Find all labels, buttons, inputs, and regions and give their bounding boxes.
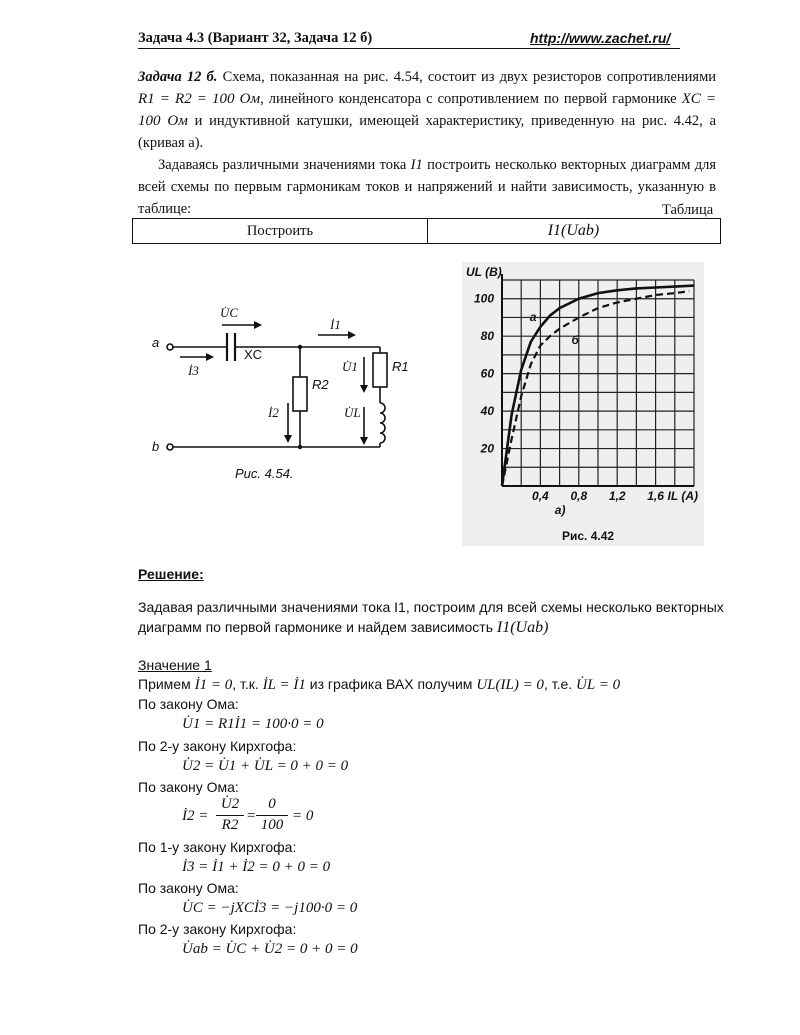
task-title: Задача 12 б. <box>138 69 218 85</box>
task-text-4: 4.42, а (кривая а). <box>138 113 717 151</box>
x-tick-label: 0,8 <box>570 489 588 503</box>
x-tick-label: 1,2 <box>608 489 626 503</box>
header-url-link[interactable]: http://www.zachet.ru/ <box>530 30 671 46</box>
eq-i2-lhs: İ2 = <box>182 808 209 824</box>
x-tick-label: 0,4 <box>532 489 549 503</box>
y-tick-label: 80 <box>480 329 494 344</box>
curve-label-a: а <box>529 310 537 325</box>
header-rule <box>138 48 680 49</box>
task-current: I1 <box>410 157 423 173</box>
assume-row <box>138 675 620 694</box>
eq-ul-il: UL(IL) = 0 <box>476 677 544 693</box>
eq-i2: İ2 = U̇2 R2 = 0 100 = 0 <box>182 796 314 833</box>
label-i3: İ3 <box>188 363 199 378</box>
label-ul: U̇L <box>344 405 361 420</box>
value-heading: Значение 1 <box>138 657 212 673</box>
eq-uc: U̇C = −jXCİ3 = −j100·0 = 0 <box>182 900 358 916</box>
x-axis-label: IL (A) <box>667 489 698 503</box>
circuit-diagram <box>140 295 430 495</box>
y-tick-label: 40 <box>480 404 494 419</box>
task-r-values: R1 = R2 = 100 Ом <box>138 91 261 107</box>
assume-text: Примем <box>138 676 191 692</box>
fraction-bar <box>216 815 244 816</box>
eq-ul-zero: U̇L = 0 <box>576 677 621 693</box>
eq-i2-num1: U̇2 <box>220 796 240 812</box>
solution-intro-2-row <box>138 618 548 637</box>
eq-i1-zero: İ1 = 0 <box>194 677 233 693</box>
label-uc: U̇C <box>220 305 239 320</box>
solution-dependency: I1(Uab) <box>496 619 549 636</box>
eq-uab: U̇ab = U̇C + U̇2 = 0 + 0 = 0 <box>182 941 358 957</box>
fraction-bar <box>256 815 288 816</box>
resistor-r1 <box>373 353 387 387</box>
table-cell-dependency: I1(Uab) <box>547 222 600 239</box>
resistor-r2 <box>293 377 307 411</box>
eq-i2-num2: 0 <box>268 796 276 812</box>
step-4-label: По 1-у закону Кирхгофа: <box>138 839 297 855</box>
table-caption: Таблица <box>662 202 714 218</box>
task-text-6: построить несколько векторных диаграмм для всей схемы по первым гармоникам токов и напряжений и найти зависимость, указанную в таблице: <box>138 157 717 217</box>
y-axis-label: UL (В) <box>466 265 502 279</box>
eq-u2: U̇2 = U̇1 + U̇L = 0 + 0 = 0 <box>182 758 349 774</box>
eq-i3: İ3 = İ1 + İ2 = 0 + 0 = 0 <box>182 859 331 875</box>
label-node-a: a <box>152 335 160 350</box>
y-tick-label: 100 <box>473 291 494 306</box>
x-tick-label: 1,6 <box>647 489 664 503</box>
solution-heading: Решение: <box>138 566 204 582</box>
terminal-a <box>167 344 173 350</box>
step-1-label: По закону Ома: <box>138 696 239 712</box>
step-2-label: По 2-у закону Кирхгофа: <box>138 738 297 754</box>
eq-i2-rhs: = 0 <box>292 808 314 824</box>
eq-i2-den1: R2 <box>221 817 239 833</box>
curve-label-b: б <box>571 332 579 347</box>
label-r1: R1 <box>392 359 409 374</box>
header-task-ref: Задача 4.3 (Вариант 32, Задача 12 б) <box>138 30 373 46</box>
table-cell-build: Построить <box>133 219 428 243</box>
y-tick-label: 60 <box>480 366 494 381</box>
magnetization-chart <box>462 262 704 546</box>
task-table <box>132 218 721 244</box>
task-statement-2 <box>138 154 716 220</box>
assume-from-graph: из графика ВАХ получим <box>309 676 473 692</box>
eq-u1: U̇1 = R1İ1 = 100·0 = 0 <box>182 716 324 732</box>
task-text-1: Схема, показанная на рис. 4.54, состоит из двух резисторов сопротивлениями <box>222 69 717 85</box>
inductor-l <box>380 403 385 443</box>
task-statement <box>138 66 716 154</box>
label-u1: U̇1 <box>342 359 358 374</box>
assume-because: , т.к. <box>232 676 259 692</box>
label-r2: R2 <box>312 377 329 392</box>
step-3-label: По закону Ома: <box>138 779 239 795</box>
label-node-b: b <box>152 439 160 454</box>
task-text-3: и индуктивной катушки, имеющей характеристику, приведенную на рис. <box>194 113 668 129</box>
label-i2: İ2 <box>268 405 279 420</box>
figure-caption: Рис. 4.42 <box>562 529 615 543</box>
solution-intro-1: Задавая различными значениями тока I1, построим для всей схемы несколько векторных <box>138 599 724 615</box>
task-text-5: Задаваясь различными значениями тока <box>158 157 407 173</box>
step-6-label: По 2-у закону Кирхгофа: <box>138 921 297 937</box>
label-xc: XC <box>244 347 263 362</box>
label-i1: İ1 <box>330 317 341 332</box>
figure-sublabel: а) <box>554 503 566 517</box>
task-text-2: , линейного конденсатора с сопротивлением по первой гармонике <box>260 91 677 107</box>
assume-ie: , т.е. <box>543 676 573 692</box>
step-5-label: По закону Ома: <box>138 880 239 896</box>
eq-il-i1: İL = İ1 <box>262 677 306 693</box>
circuit-caption: Рис. 4.54. <box>235 466 294 481</box>
y-tick-label: 20 <box>480 441 494 456</box>
solution-intro-2: диаграмм по первой гармонике и найдем зависимость <box>138 619 493 635</box>
terminal-b <box>167 444 173 450</box>
eq-i2-den2: 100 <box>260 817 284 833</box>
task-xc-value: XC = 100 Ом <box>138 91 716 129</box>
